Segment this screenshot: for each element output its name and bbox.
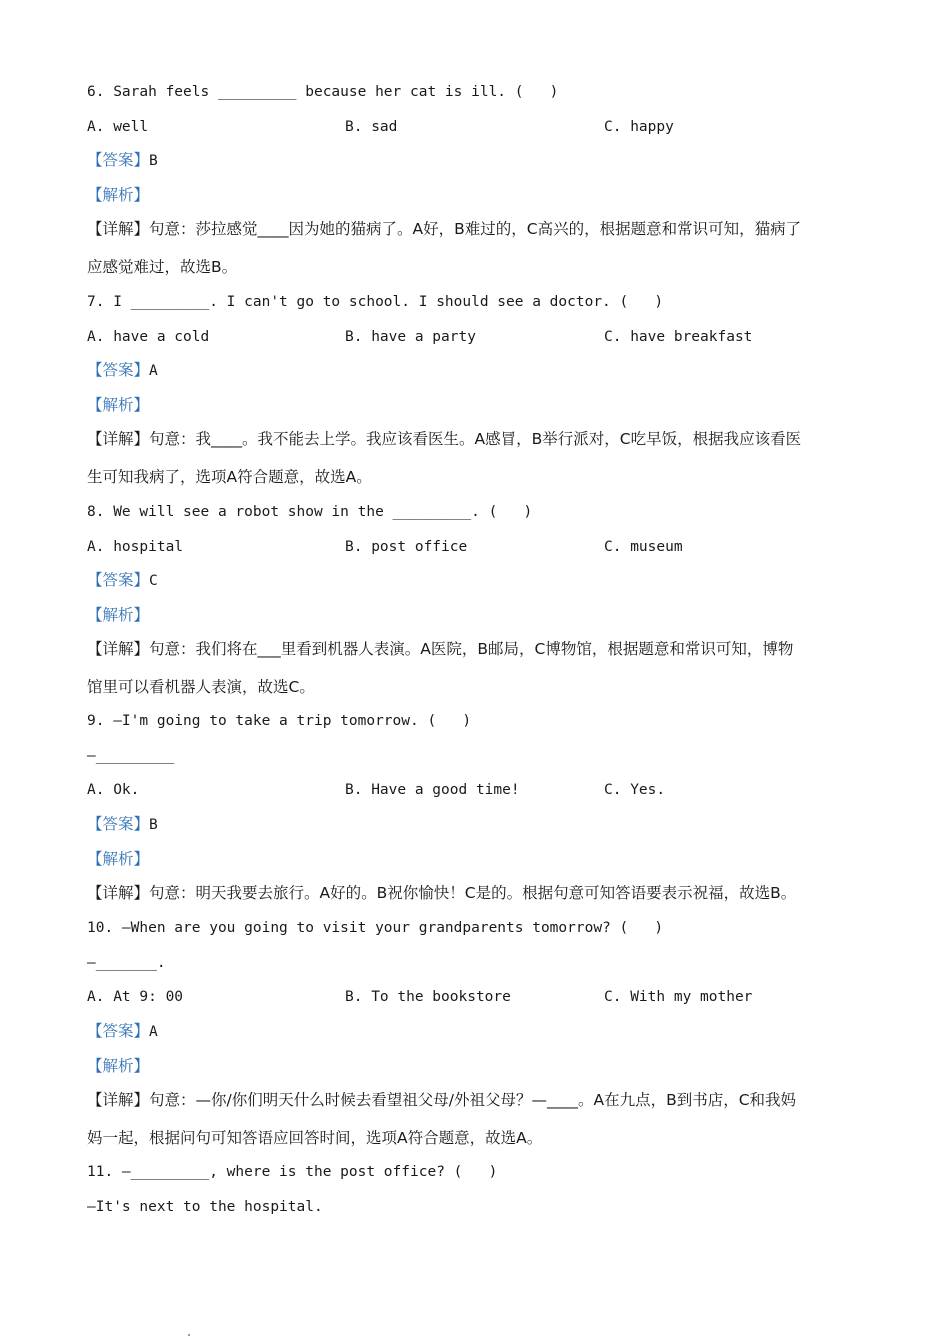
- answer-label: 【答案】: [87, 361, 150, 379]
- q6-option-c: C. happy: [604, 119, 674, 135]
- q6-answer-row: [87, 150, 158, 171]
- q6-answer: B: [149, 153, 158, 169]
- q11-reply: —It's next to the hospital.: [87, 1199, 323, 1215]
- question-11: 11. —_________, where is the post office? ( ): [87, 1164, 498, 1180]
- q9-detail-line1: [87, 883, 862, 903]
- analysis-label: 【解析】: [87, 1057, 150, 1075]
- answer-label: 【答案】: [87, 815, 150, 833]
- q8-detail-line1: [87, 639, 862, 659]
- answer-label: 【答案】: [87, 571, 150, 589]
- q10-option-b: B. To the bookstore: [345, 989, 511, 1005]
- q9-option-c: C. Yes.: [604, 782, 666, 798]
- q10-analysis-row: [87, 1056, 149, 1077]
- question-9: 9. —I'm going to take a trip tomorrow. ( ): [87, 713, 472, 729]
- question-7: 7. I _________. I can't go to school. I should see a doctor. ( ): [87, 294, 664, 310]
- q8-option-a: A. hospital: [87, 539, 184, 555]
- q10-option-a: A. At 9: 00: [87, 989, 184, 1005]
- q8-option-b: B. post office: [345, 539, 468, 555]
- question-6: 6. Sarah feels _________ because her cat is ill. ( ): [87, 84, 559, 100]
- q7-detail-text: 句意：我____。我不能去上学。我应该看医生。A感冒，B举行派对，C吃早饭，根据我应该看医: [149, 430, 802, 448]
- q7-option-b: B. have a party: [345, 329, 476, 345]
- q6-option-b: B. sad: [345, 119, 398, 135]
- q10-answer: A: [149, 1024, 158, 1040]
- q7-detail-line2: 生可知我病了，选项A符合题意，故选A。: [87, 468, 372, 486]
- q8-analysis-row: [87, 605, 149, 626]
- q8-answer: C: [149, 573, 158, 589]
- detail-label: 【详解】: [87, 1091, 150, 1109]
- analysis-label: 【解析】: [87, 396, 150, 414]
- q10-detail-text: 句意：—你/你们明天什么时候去看望祖父母/外祖父母？—____。A在九点，B到书店，C和我妈: [149, 1091, 797, 1109]
- q7-answer: A: [149, 363, 158, 379]
- page-mark: [188, 1334, 190, 1336]
- analysis-label: 【解析】: [87, 606, 150, 624]
- q9-detail-text: 句意：明天我要去旅行。A好的。B祝你愉快！C是的。根据句意可知答语要表示祝福，故选B。: [149, 884, 797, 902]
- q7-answer-row: [87, 360, 158, 381]
- analysis-label: 【解析】: [87, 850, 150, 868]
- question-8: 8. We will see a robot show in the _________. ( ): [87, 504, 533, 520]
- q10-answer-row: [87, 1021, 158, 1042]
- q7-option-a: A. have a cold: [87, 329, 210, 345]
- q10-option-c: C. With my mother: [604, 989, 753, 1005]
- detail-label: 【详解】: [87, 640, 150, 658]
- q9-option-b: B. Have a good time!: [345, 782, 520, 798]
- analysis-label: 【解析】: [87, 186, 150, 204]
- q6-analysis-row: [87, 185, 149, 206]
- q7-analysis-row: [87, 395, 149, 416]
- detail-label: 【详解】: [87, 884, 150, 902]
- detail-label: 【详解】: [87, 220, 150, 238]
- q10-detail-line1: [87, 1090, 862, 1110]
- answer-label: 【答案】: [87, 1022, 150, 1040]
- q6-option-a: A. well: [87, 119, 149, 135]
- q6-detail-line2: 应感觉难过，故选B。: [87, 258, 238, 276]
- q8-option-c: C. museum: [604, 539, 683, 555]
- q8-answer-row: [87, 570, 158, 591]
- answer-label: 【答案】: [87, 151, 150, 169]
- q9-analysis-row: [87, 849, 149, 870]
- q10-reply: —_______.: [87, 955, 166, 971]
- detail-label: 【详解】: [87, 430, 150, 448]
- q8-detail-line2: 馆里可以看机器人表演，故选C。: [87, 678, 315, 696]
- q9-answer: B: [149, 817, 158, 833]
- q9-option-a: A. Ok.: [87, 782, 140, 798]
- q6-detail-line1: [87, 219, 862, 239]
- question-10: 10. —When are you going to visit your grandparents tomorrow? ( ): [87, 920, 664, 936]
- q10-detail-line2: 妈一起，根据问句可知答语应回答时间，选项A符合题意，故选A。: [87, 1129, 543, 1147]
- q7-option-c: C. have breakfast: [604, 329, 753, 345]
- q9-answer-row: [87, 814, 158, 835]
- q7-detail-line1: [87, 429, 862, 449]
- q6-detail-text: 句意：莎拉感觉____因为她的猫病了。A好，B难过的，C高兴的，根据题意和常识可知，猫病了: [149, 220, 802, 238]
- q9-reply: —_________: [87, 748, 175, 764]
- q8-detail-text: 句意：我们将在___里看到机器人表演。A医院，B邮局，C博物馆，根据题意和常识可知，博物: [149, 640, 794, 658]
